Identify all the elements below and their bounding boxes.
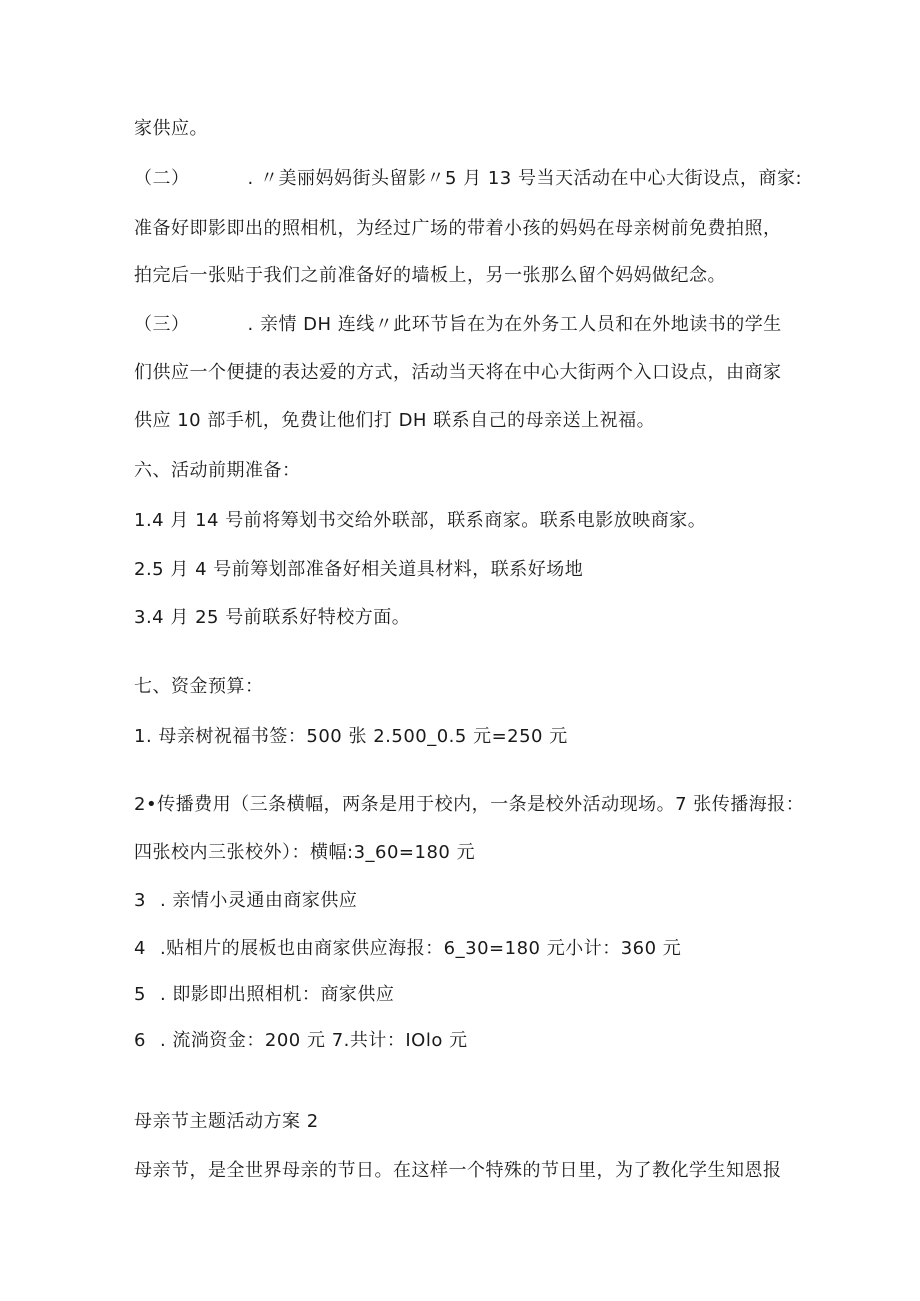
paragraph-line [134, 1159, 782, 1183]
heading-text: 六、活动前期准备： [134, 460, 301, 481]
list-item [134, 558, 583, 582]
section-heading [134, 675, 264, 699]
item-number: （二） [134, 168, 190, 189]
item-number: 5 [134, 984, 146, 1005]
budget-item [134, 725, 568, 749]
line-text: 拍完后一张贴于我们之前准备好的墙板上，另一张那么留个妈妈做纪念。 [134, 265, 726, 286]
line-text: 3.4 月 25 号前联系好特校方面。 [134, 607, 411, 628]
paragraph-line [134, 361, 782, 385]
line-text: . 亲情 DH 连线〃此环节旨在为在外务工人员和在外地读书的学生 [247, 314, 782, 335]
section-heading [134, 459, 301, 483]
item-number: 4 [134, 938, 146, 959]
budget-item [134, 1029, 468, 1053]
line-text: 母亲节，是全世界母亲的节日。在这样一个特殊的节日里，为了教化学生知恩报 [134, 1160, 782, 1181]
list-item [134, 606, 410, 630]
budget-item [134, 937, 681, 961]
line-text: . 〃美丽妈妈街头留影〃5 月 13 号当天活动在中心大街设点，商家: [247, 168, 803, 189]
section-item-2 [134, 167, 802, 191]
budget-item [134, 793, 804, 817]
budget-item [134, 889, 357, 913]
line-text: 1. 母亲树祝福书签：500 张 2.500_0.5 元=250 元 [134, 726, 568, 747]
line-text: 2.5 月 4 号前筹划部准备好相关道具材料，联系好场地 [134, 559, 584, 580]
budget-item [134, 983, 394, 1007]
paragraph-line [134, 217, 782, 241]
item-number: （三） [134, 314, 190, 335]
list-item [134, 509, 706, 533]
line-text: 1.4 月 14 号前将筹划书交给外联部，联系商家。联系电影放映商家。 [134, 510, 707, 531]
line-text: 供应 10 部手机，免费让他们打 DH 联系自己的母亲送上祝福。 [134, 410, 656, 431]
item-number: 3 [134, 890, 146, 911]
document-title [134, 1110, 319, 1134]
line-text: . 流淌资金：200 元 7.共计：IOlo 元 [159, 1030, 468, 1051]
paragraph-line [134, 841, 475, 865]
heading-text: 七、资金预算： [134, 676, 264, 697]
title-text: 母亲节主题活动方案 2 [134, 1111, 319, 1132]
line-text: 四张校内三张校外）：横幅:3_60=180 元 [134, 842, 476, 863]
paragraph-line [134, 409, 655, 433]
line-text: . 即影即出照相机：商家供应 [159, 984, 395, 1005]
line-text: 家供应。 [134, 118, 208, 139]
line-text: . 亲情小灵通由商家供应 [159, 890, 358, 911]
section-item-3 [134, 313, 782, 337]
line-text: .贴相片的展板也由商家供应海报：6_30=180 元小计：360 元 [159, 938, 682, 959]
line-text: 们供应一个便捷的表达爱的方式，活动当天将在中心大街两个入口设点，由商家 [134, 362, 782, 383]
item-number: 6 [134, 1030, 146, 1051]
paragraph-line [134, 264, 726, 288]
line-text: 2•传播费用（三条横幅，两条是用于校内，一条是校外活动现场。7 张传播海报： [134, 794, 805, 815]
paragraph-line [134, 117, 208, 141]
line-text: 准备好即影即出的照相机，为经过广场的带着小孩的妈妈在母亲树前免费拍照， [134, 218, 782, 239]
